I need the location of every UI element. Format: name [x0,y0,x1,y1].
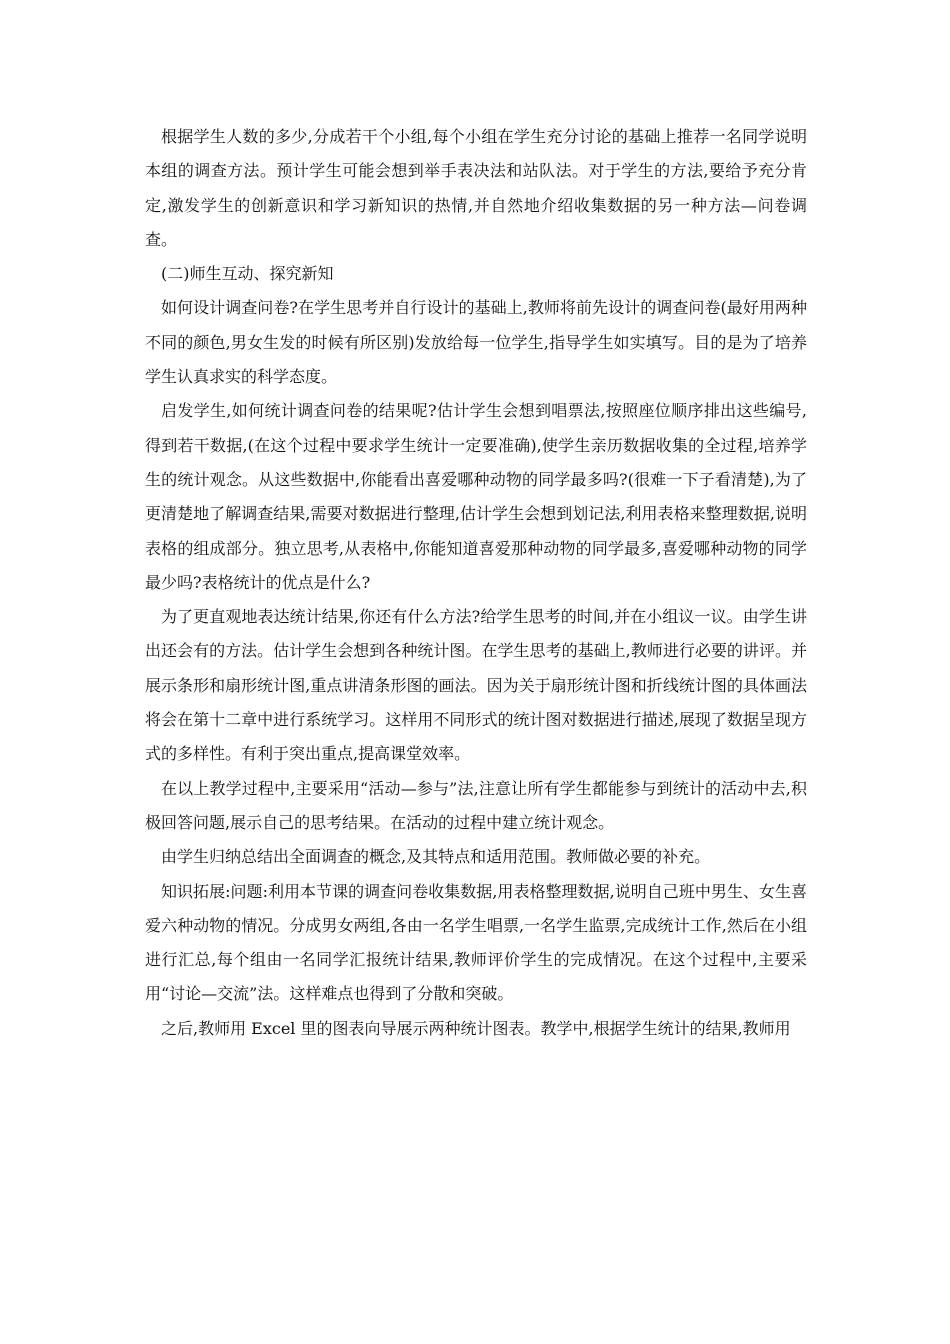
paragraph-chart-methods: 为了更直观地表达统计结果,你还有什么方法?给学生思考的时间,并在小组议一议。由学生讲出还会有的方法。估计学生会想到各种统计图。在学生思考的基础上,教师进行必要的讲评。并展示条形和扇形统计图,重点讲清条形图的画法。因为关于扇形统计图和折线统计图的具体画法将会在第十二章中进行系统学习。这样用不同形式的统计图对数据进行描述,展现了数据呈现方式的多样性。有利于突出重点,提高课堂效率。 [145,607,807,764]
paragraph-knowledge-extension: 知识拓展:问题:利用本节课的调查问卷收集数据,用表格整理数据,说明自己班中男生、女生喜爱六种动物的情况。分成男女两组,各由一名学生唱票,一名学生监票,完成统计工作,然后在小组进行汇总,每个组由一名同学汇报统计结果,教师评价学生的完成情况。在这个过程中,主要采用“讨论—交流”法。这样难点也得到了分散和突破。 [145,881,807,1004]
paragraph-survey-methods: 根据学生人数的多少,分成若干个小组,每个小组在学生充分讨论的基础上推荐一名同学说明本组的调查方法。预计学生可能会想到举手表决法和站队法。对于学生的方法,要给予充分肯定,激发学生的创新意识和学习新知识的热情,并自然地介绍收集数据的另一种方法—问卷调查。 [145,127,807,249]
section-heading: (二)师生互动、探究新知 [161,264,334,284]
paragraph-statistics-results: 启发学生,如何统计调查问卷的结果呢?估计学生会想到唱票法,按照座位顺序排出这些编号,得到若干数据,(在这个过程中要求学生统计一定要准确),使学生亲历数据收集的全过程,培养学生的统计观念。从这些数据中,你能看出喜爱哪种动物的同学最多吗?(很难一下子看清楚),为了更清楚地了解调查结果,需要对数据进行整理,估计学生会想到划记法,利用表格来整理数据,说明表格的组成部分。独立思考,从表格中,你能知道喜爱那种动物的同学最多,喜爱哪种动物的同学最少吗?表格统计的优点是什么? [145,401,807,592]
paragraph-questionnaire-design: 如何设计调查问卷?在学生思考并自行设计的基础上,教师将前先设计的调查问卷(最好用两种不同的颜色,男女生发的时候有所区别)发放给每一位学生,指导学生如实填写。目的是为了培养学生认真求实的科学态度。 [145,298,807,387]
paragraph-excel-demo: 之后,教师用 Excel 里的图表向导展示两种统计图表。教学中,根据学生统计的结果,教师用 [161,1018,791,1038]
paragraph-activity-participation: 在以上教学过程中,主要采用“活动—参与”法,注意让所有学生都能参与到统计的活动中去,积极回答问题,展示自己的思考结果。在活动的过程中建立统计观念。 [145,778,807,832]
paragraph-summary: 由学生归纳总结出全面调查的概念,及其特点和适用范围。教师做必要的补充。 [161,847,711,867]
document-body [145,120,807,1046]
